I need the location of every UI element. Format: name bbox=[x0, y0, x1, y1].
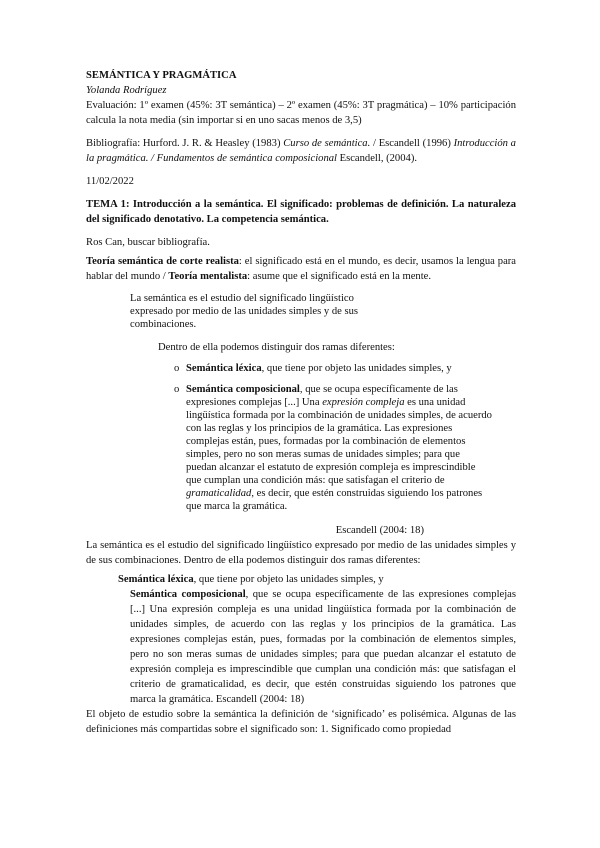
repeat-compositional: Semántica composicional, que se ocupa específicamente de las expresiones complejas [...] Una expresión compleja es una unidad lingüística formada por la combinación de unidades simples, de acuerdo con las reglas y los principios de la gramática. Las expresiones complejas están, pues, formadas por la combinación de elementos simples, pero no son meras sumas de unidades simples; para que puedan alcanzar el estatuto de expresión compleja es imprescindible que cumplan una condición más: que satisfagan el criterio de gramaticalidad, es decir, que estén construidas siguiendo los patrones que marca la gramática. Escandell (2004: 18) bbox=[130, 589, 516, 705]
theories-paragraph: Teoría semántica de corte realista: el significado está en el mundo, es decir, usamos la lengua para hablar del mundo / Teoría mentalista: asume que el significado está en la mente. bbox=[86, 256, 516, 282]
document-page bbox=[86, 68, 516, 737]
author-name: Yolanda Rodríguez bbox=[86, 85, 167, 96]
date-text: 11/02/2022 bbox=[86, 176, 134, 187]
bibliography-text: Bibliografía: Hurford. J. R. & Heasley (1983) Curso de semántica. / Escandell (1996) Introducción a la pragmática. / Fundamentos de semántica composicional Escandell, (2004). bbox=[86, 138, 516, 164]
repeat-lexical: Semántica léxica, que tiene por objeto las unidades simples, y bbox=[118, 574, 384, 585]
quote-definition: La semántica es el estudio del significado lingüístico expresado por medio de las unidades simples y de sus combinaciones. bbox=[130, 293, 359, 330]
list-item: o Semántica composicional, que se ocupa específicamente de las expresiones complejas [...] Una expresión compleja es una unidad lingüística formada por la combinación de unidades simples, de acuerdo con las reglas y los principios de la gramática. Las expresiones complejas están, pues, formadas por la combinación de elementos simples, pero no son meras sumas de unidades simples; para que puedan alcanzar el estatuto de expresión compleja es imprescindible que cumplan una condición más: que satisfagan el criterio de gramaticalidad, es decir, que estén construidas siguiendo los patrones que marca la gramática. bbox=[174, 384, 492, 512]
bullet-icon: o bbox=[174, 363, 180, 374]
evaluation-text: Evaluación: 1º examen (45%: 3T semántica) – 2º examen (45%: 3T pragmática) – 10% participación calcula la nota media (sin importar si en uno sacas menos de 3,5) bbox=[86, 100, 516, 126]
note-text: Ros Can, buscar bibliografía. bbox=[86, 237, 210, 248]
repeat-paragraph: La semántica es el estudio del significado lingüístico expresado por medio de las unidades simples y de sus combinaciones. Dentro de ella podemos distinguir dos ramas diferentes: bbox=[86, 540, 516, 566]
quote-citation: Escandell (2004: 18) bbox=[335, 525, 424, 536]
list-item: o Semántica léxica, que tiene por objeto las unidades simples, y bbox=[174, 363, 452, 374]
bullet-icon: o bbox=[174, 384, 180, 395]
topic-heading: TEMA 1: Introducción a la semántica. El significado: problemas de definición. La naturaleza del significado denotativo. La competencia semántica. bbox=[86, 199, 516, 225]
document-title: SEMÁNTICA Y PRAGMÁTICA bbox=[86, 70, 237, 81]
closing-paragraph: El objeto de estudio sobre la semántica la definición de ‘significado’ es polisémica. Algunas de las definiciones más compartidas sobre el significado son: 1. Significado como propiedad bbox=[86, 709, 516, 735]
quote-branches: Dentro de ella podemos distinguir dos ramas diferentes: bbox=[158, 342, 395, 353]
